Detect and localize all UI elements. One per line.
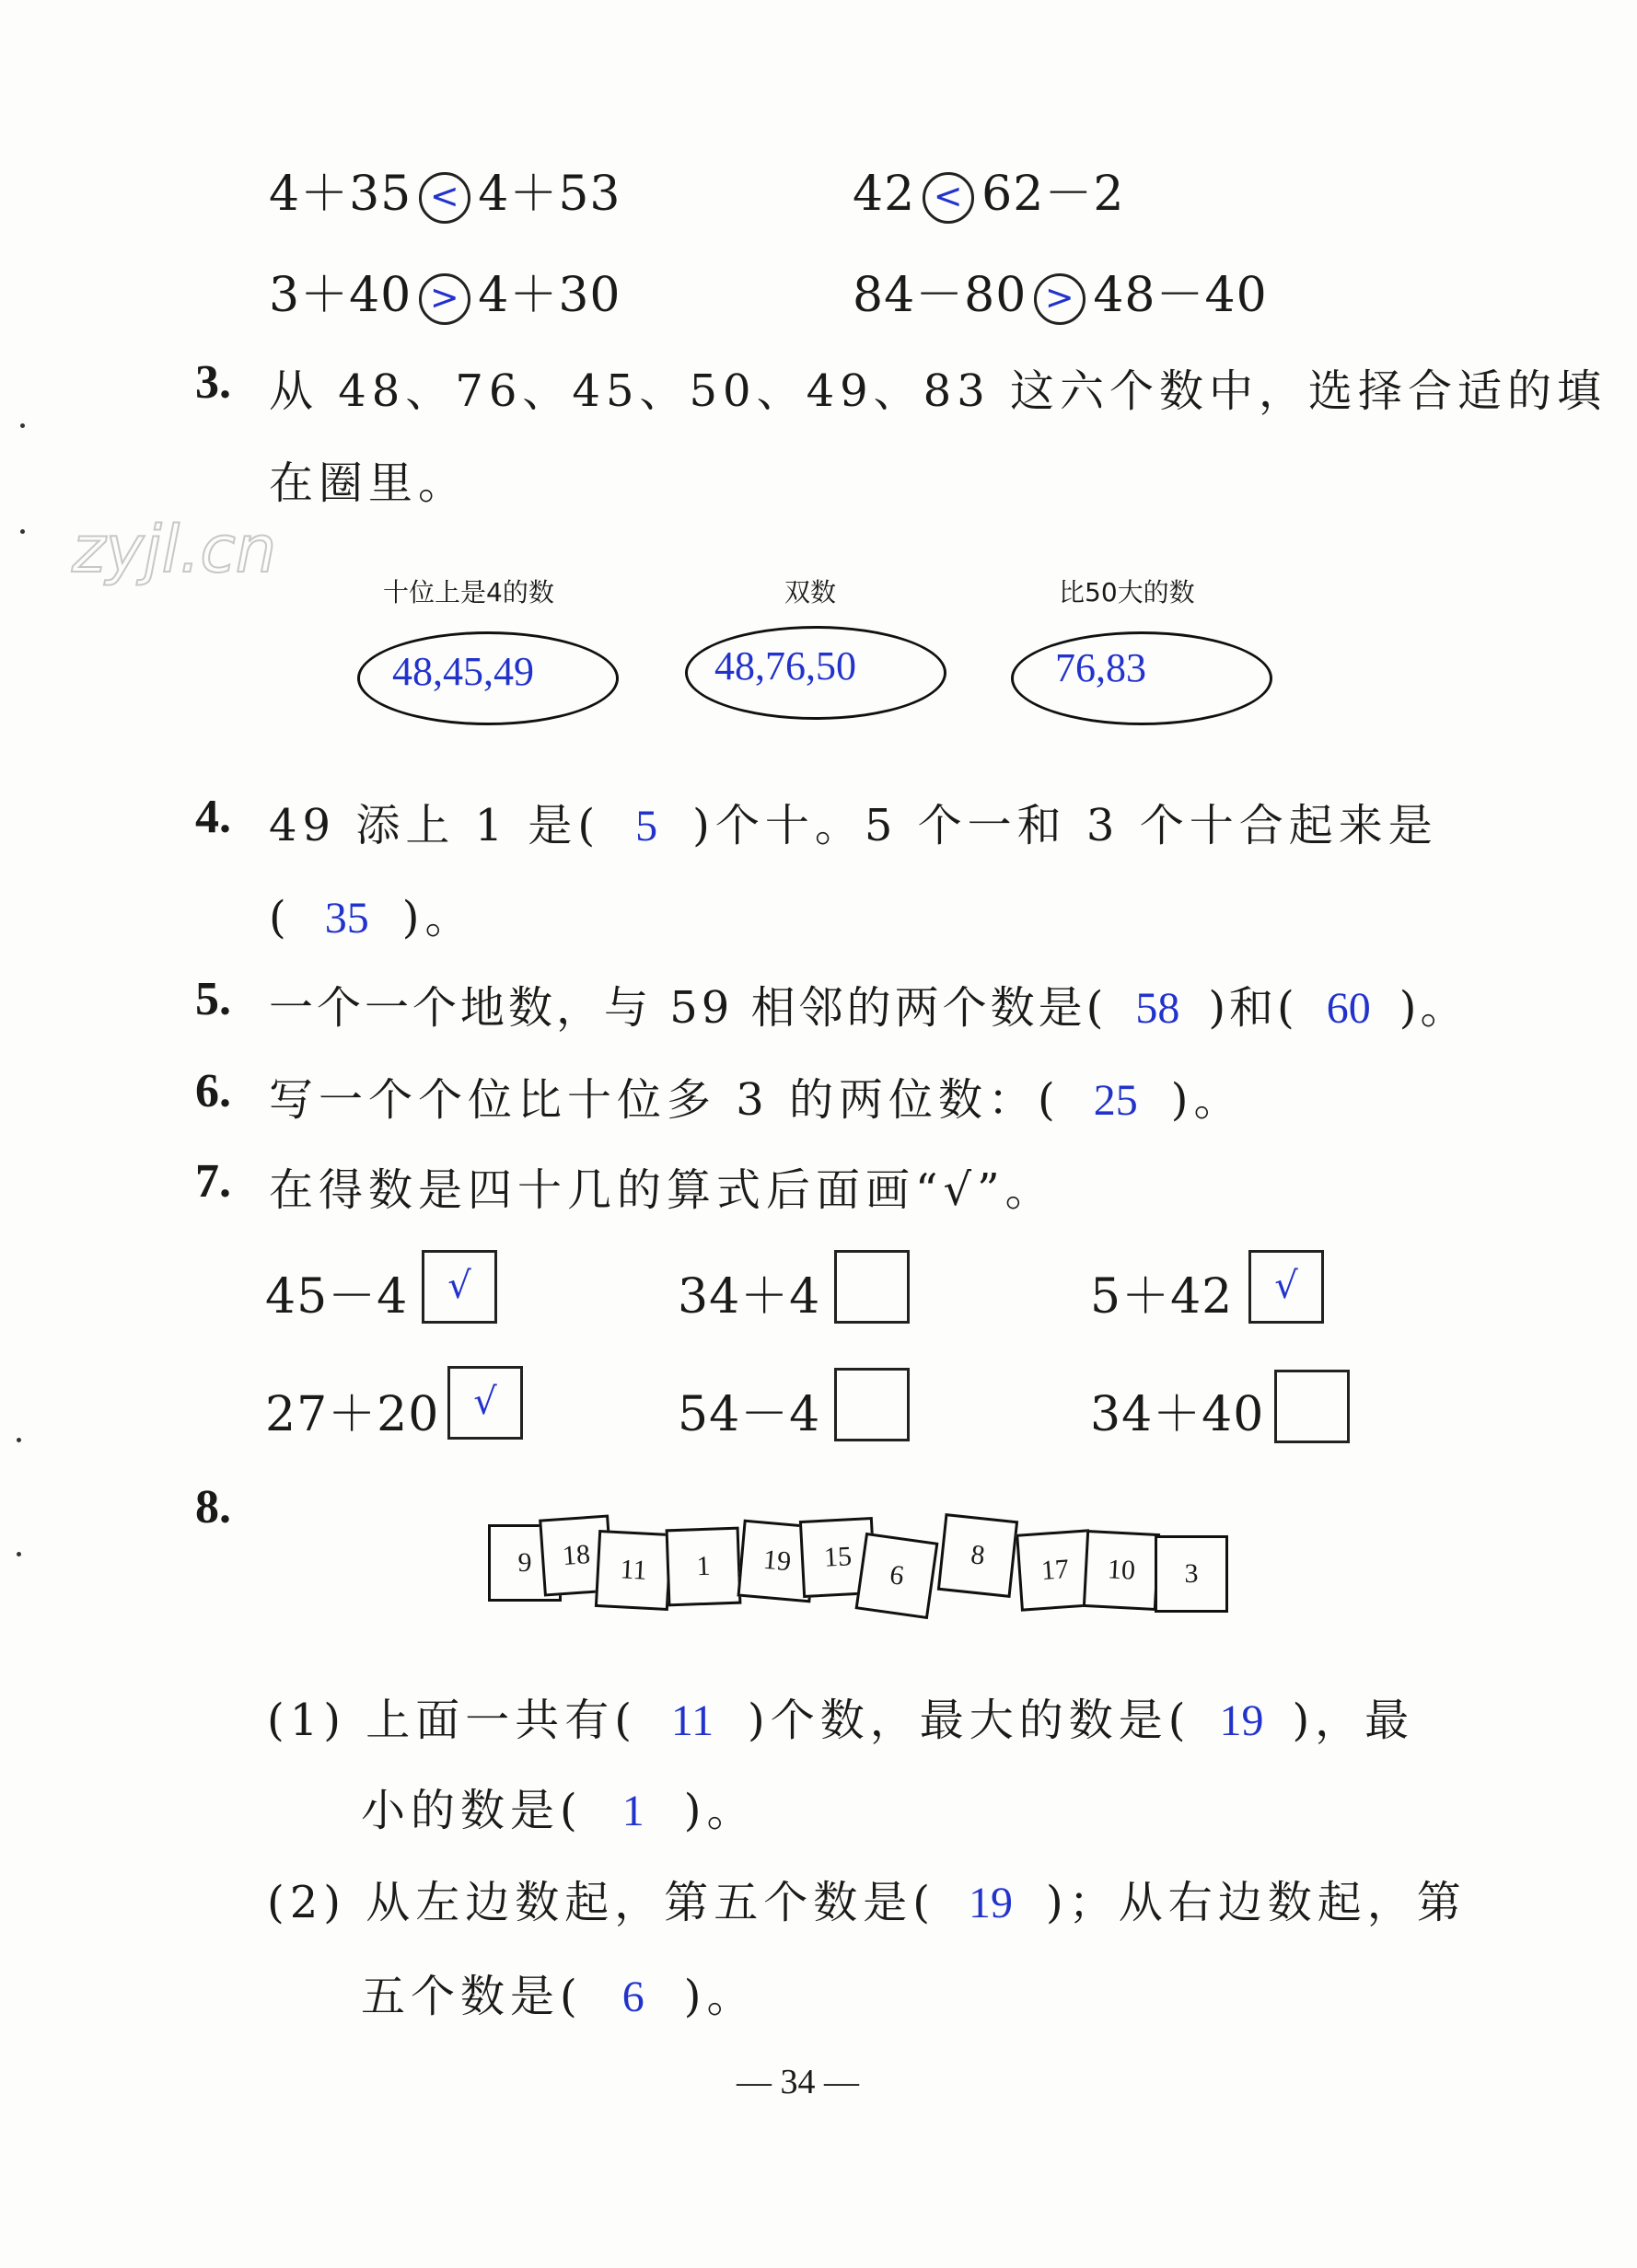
number-card: 15 <box>799 1517 877 1598</box>
q7-expr-3: 5＋42 <box>1090 1269 1234 1325</box>
number-card: 1 <box>666 1527 742 1607</box>
q4-answer-2: 35 <box>324 894 369 943</box>
q7-box-3[interactable]: √ <box>1248 1250 1324 1324</box>
q8-part1-line1: (1) 上面一共有( 11 )个数，最大的数是( 19 )，最 <box>267 1695 1415 1746</box>
number-card: 3 <box>1155 1535 1228 1613</box>
number-card: 8 <box>937 1513 1018 1598</box>
q3-line2: 在圈里。 <box>269 457 469 509</box>
group-label-gt-50: 比50大的数 <box>1059 577 1195 608</box>
watermark: zyjl.cn <box>72 512 277 587</box>
group-label-even: 双数 <box>784 577 837 608</box>
q4-line2: ( 35 )。 <box>269 892 475 943</box>
q7-box-2[interactable] <box>834 1250 910 1324</box>
q7-box-4[interactable]: √ <box>447 1366 523 1440</box>
q5-answer-2: 60 <box>1326 984 1371 1033</box>
compare-r2c1: 3＋40 > 4＋30 <box>269 268 621 323</box>
q7-text: 在得数是四十几的算式后面画“√”。 <box>269 1164 1055 1216</box>
compare-r1c1: 4＋35 < 4＋53 <box>269 167 621 222</box>
number-card: 19 <box>737 1520 817 1603</box>
q7-expr-5: 54－4 <box>678 1387 821 1442</box>
q7-expr-4: 27＋20 <box>265 1387 440 1442</box>
q7-box-5[interactable] <box>834 1368 910 1441</box>
q7-box-1[interactable]: √ <box>422 1250 497 1324</box>
scan-dot <box>17 1438 21 1442</box>
number-card: 6 <box>855 1533 939 1619</box>
group-label-tens-4: 十位上是4的数 <box>383 577 554 608</box>
q5-number: 5. <box>195 973 231 1025</box>
q4-answer-1: 5 <box>635 802 658 850</box>
q8-p1-answer-1: 11 <box>670 1696 714 1745</box>
q8-number: 8. <box>195 1481 231 1533</box>
q6-answer: 25 <box>1093 1076 1138 1125</box>
compare-sign: > <box>1034 273 1086 325</box>
q5-line: 一个一个地数，与 59 相邻的两个数是( 58 )和( 60 )。 <box>269 982 1469 1034</box>
q4-line1: 49 添上 1 是( 5 )个十。5 个一和 3 个十合起来是 <box>269 800 1438 851</box>
q8-part1-line2: 小的数是( 1 )。 <box>361 1785 757 1836</box>
q6-line: 写一个个位比十位多 3 的两位数：( 25 )。 <box>269 1074 1244 1126</box>
scan-dot <box>20 529 25 534</box>
group-value-gt-50: 76,83 <box>1055 645 1146 690</box>
compare-sign: < <box>923 172 974 224</box>
q7-box-6[interactable] <box>1274 1370 1350 1443</box>
q8-p2-answer-2: 6 <box>621 1973 644 2021</box>
q6-number: 6. <box>195 1065 231 1117</box>
q5-answer-1: 58 <box>1135 984 1180 1033</box>
q7-expr-1: 45－4 <box>265 1269 409 1325</box>
q8-p2-answer-1: 19 <box>968 1879 1013 1927</box>
compare-sign: < <box>419 172 470 224</box>
q3-line1: 从 48、76、45、50、49、83 这六个数中，选择合适的填 <box>269 365 1607 417</box>
compare-r1c2: 42 < 62－2 <box>853 167 1125 222</box>
compare-sign: > <box>419 273 470 325</box>
q8-p1-answer-3: 1 <box>621 1787 644 1835</box>
q8-part2-line1: (2) 从左边数起，第五个数是( 19 )；从右边数起，第 <box>267 1877 1467 1928</box>
number-card: 18 <box>539 1514 614 1596</box>
group-value-tens-4: 48,45,49 <box>392 649 534 694</box>
number-card: 9 <box>488 1524 562 1602</box>
page-number: — 34 — <box>737 2063 859 2101</box>
q4-number: 4. <box>195 791 231 843</box>
group-value-even: 48,76,50 <box>714 643 856 688</box>
q8-p1-answer-2: 19 <box>1219 1696 1264 1745</box>
scan-dot <box>17 1552 21 1556</box>
number-card: 10 <box>1083 1530 1160 1611</box>
q7-expr-6: 34＋40 <box>1090 1387 1265 1442</box>
q3-number: 3. <box>195 356 231 409</box>
q7-number: 7. <box>195 1155 231 1208</box>
number-card: 17 <box>1016 1529 1095 1611</box>
number-card: 11 <box>595 1530 672 1611</box>
q7-expr-2: 34＋4 <box>678 1269 821 1325</box>
scan-dot <box>20 423 25 428</box>
compare-r2c2: 84－80 > 48－40 <box>853 268 1268 323</box>
q8-part2-line2: 五个数是( 6 )。 <box>361 1971 757 2022</box>
